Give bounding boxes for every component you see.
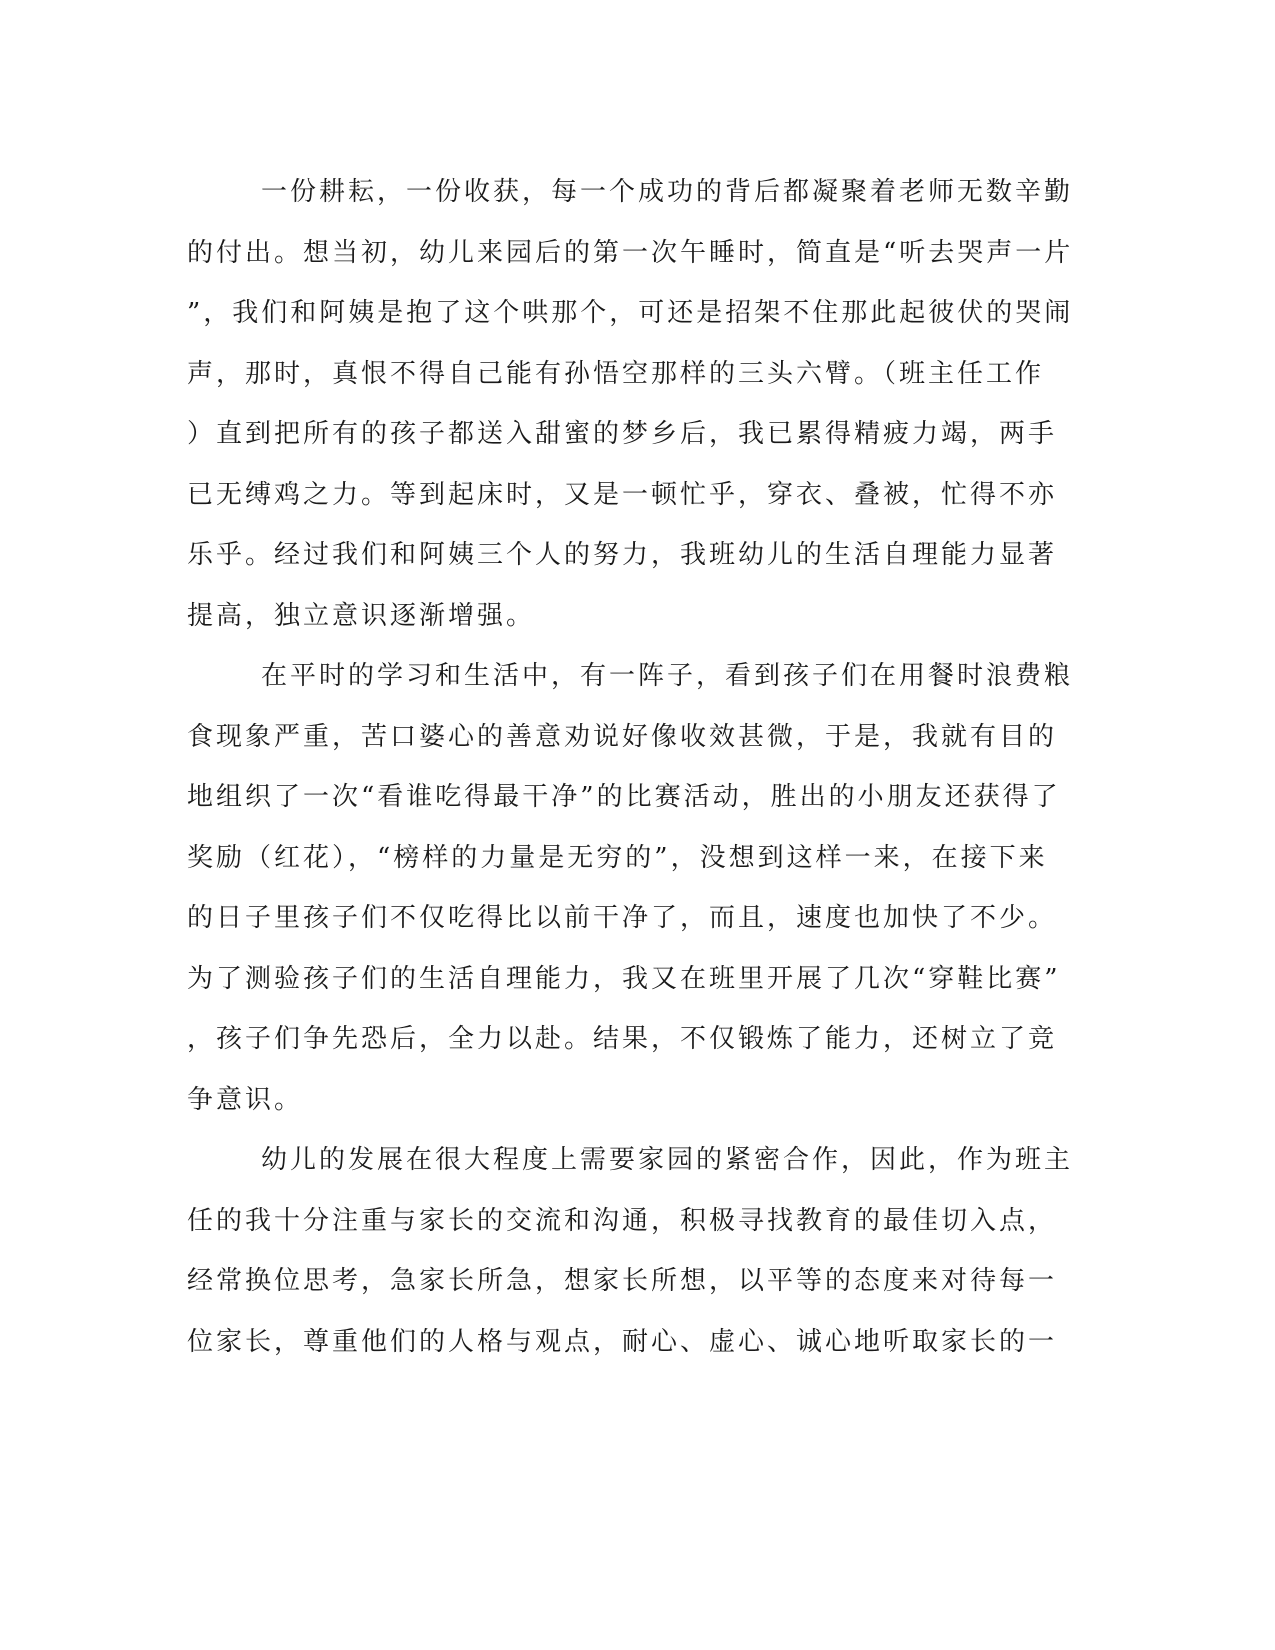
text-line: 争意识。 (187, 1084, 304, 1115)
text-line: 已无缚鸡之力。等到起床时，又是一顿忙乎，穿衣、叠被，忙得不亦 (187, 479, 1058, 510)
paragraph-3 (187, 1130, 1074, 1372)
text-line: ，孩子们争先恐后，全力以赴。结果，不仅锻炼了能力，还树立了竞 (187, 1024, 1058, 1054)
text-line: 乐乎。经过我们和阿姨三个人的努力，我班幼儿的生活自理能力显著 (187, 540, 1058, 570)
document-body (187, 162, 1074, 1372)
text-line: 位家长，尊重他们的人格与观点，耐心、虚心、诚心地听取家长的一 (187, 1326, 1058, 1357)
text-line: 为了测验孩子们的生活自理能力，我又在班里开展了几次“穿鞋比赛” (187, 963, 1061, 994)
text-line: 的日子里孩子们不仅吃得比以前干净了，而且，速度也加快了不少。 (187, 903, 1058, 933)
paragraph-2 (187, 646, 1074, 1130)
text-line: 食现象严重，苦口婆心的善意劝说好像收效甚微，于是，我就有目的 (187, 721, 1058, 752)
text-line: 奖励（红花），“榜样的力量是无穷的”，没想到这样一来，在接下来 (187, 842, 1048, 873)
text-line: 的付出。想当初，幼儿来园后的第一次午睡时，简直是“听去哭声一片 (187, 237, 1074, 268)
text-line: 经常换位思考，急家长所急，想家长所想，以平等的态度来对待每一 (187, 1266, 1058, 1296)
text-line: 提高，独立意识逐渐增强。 (187, 600, 536, 631)
text-line: 地组织了一次“看谁吃得最干净”的比赛活动，胜出的小朋友还获得了 (187, 782, 1061, 812)
text-line: 任的我十分注重与家长的交流和沟通，积极寻找教育的最佳切入点， (187, 1205, 1058, 1236)
text-line: 在平时的学习和生活中，有一阵子，看到孩子们在用餐时浪费粮 (261, 661, 1074, 691)
text-line: 声，那时，真恨不得自己能有孙悟空那样的三头六臂。（班主任工作 (187, 358, 1045, 389)
text-line: 幼儿的发展在很大程度上需要家园的紧密合作，因此，作为班主 (261, 1145, 1074, 1175)
text-line: 一份耕耘，一份收获，每一个成功的背后都凝聚着老师无数辛勤 (261, 177, 1074, 207)
paragraph-1 (187, 162, 1074, 646)
text-line: ）直到把所有的孩子都送入甜蜜的梦乡后，我已累得精疲力竭，两手 (187, 419, 1058, 449)
text-line: ”，我们和阿姨是抱了这个哄那个，可还是招架不住那此起彼伏的哭闹 (187, 298, 1074, 328)
